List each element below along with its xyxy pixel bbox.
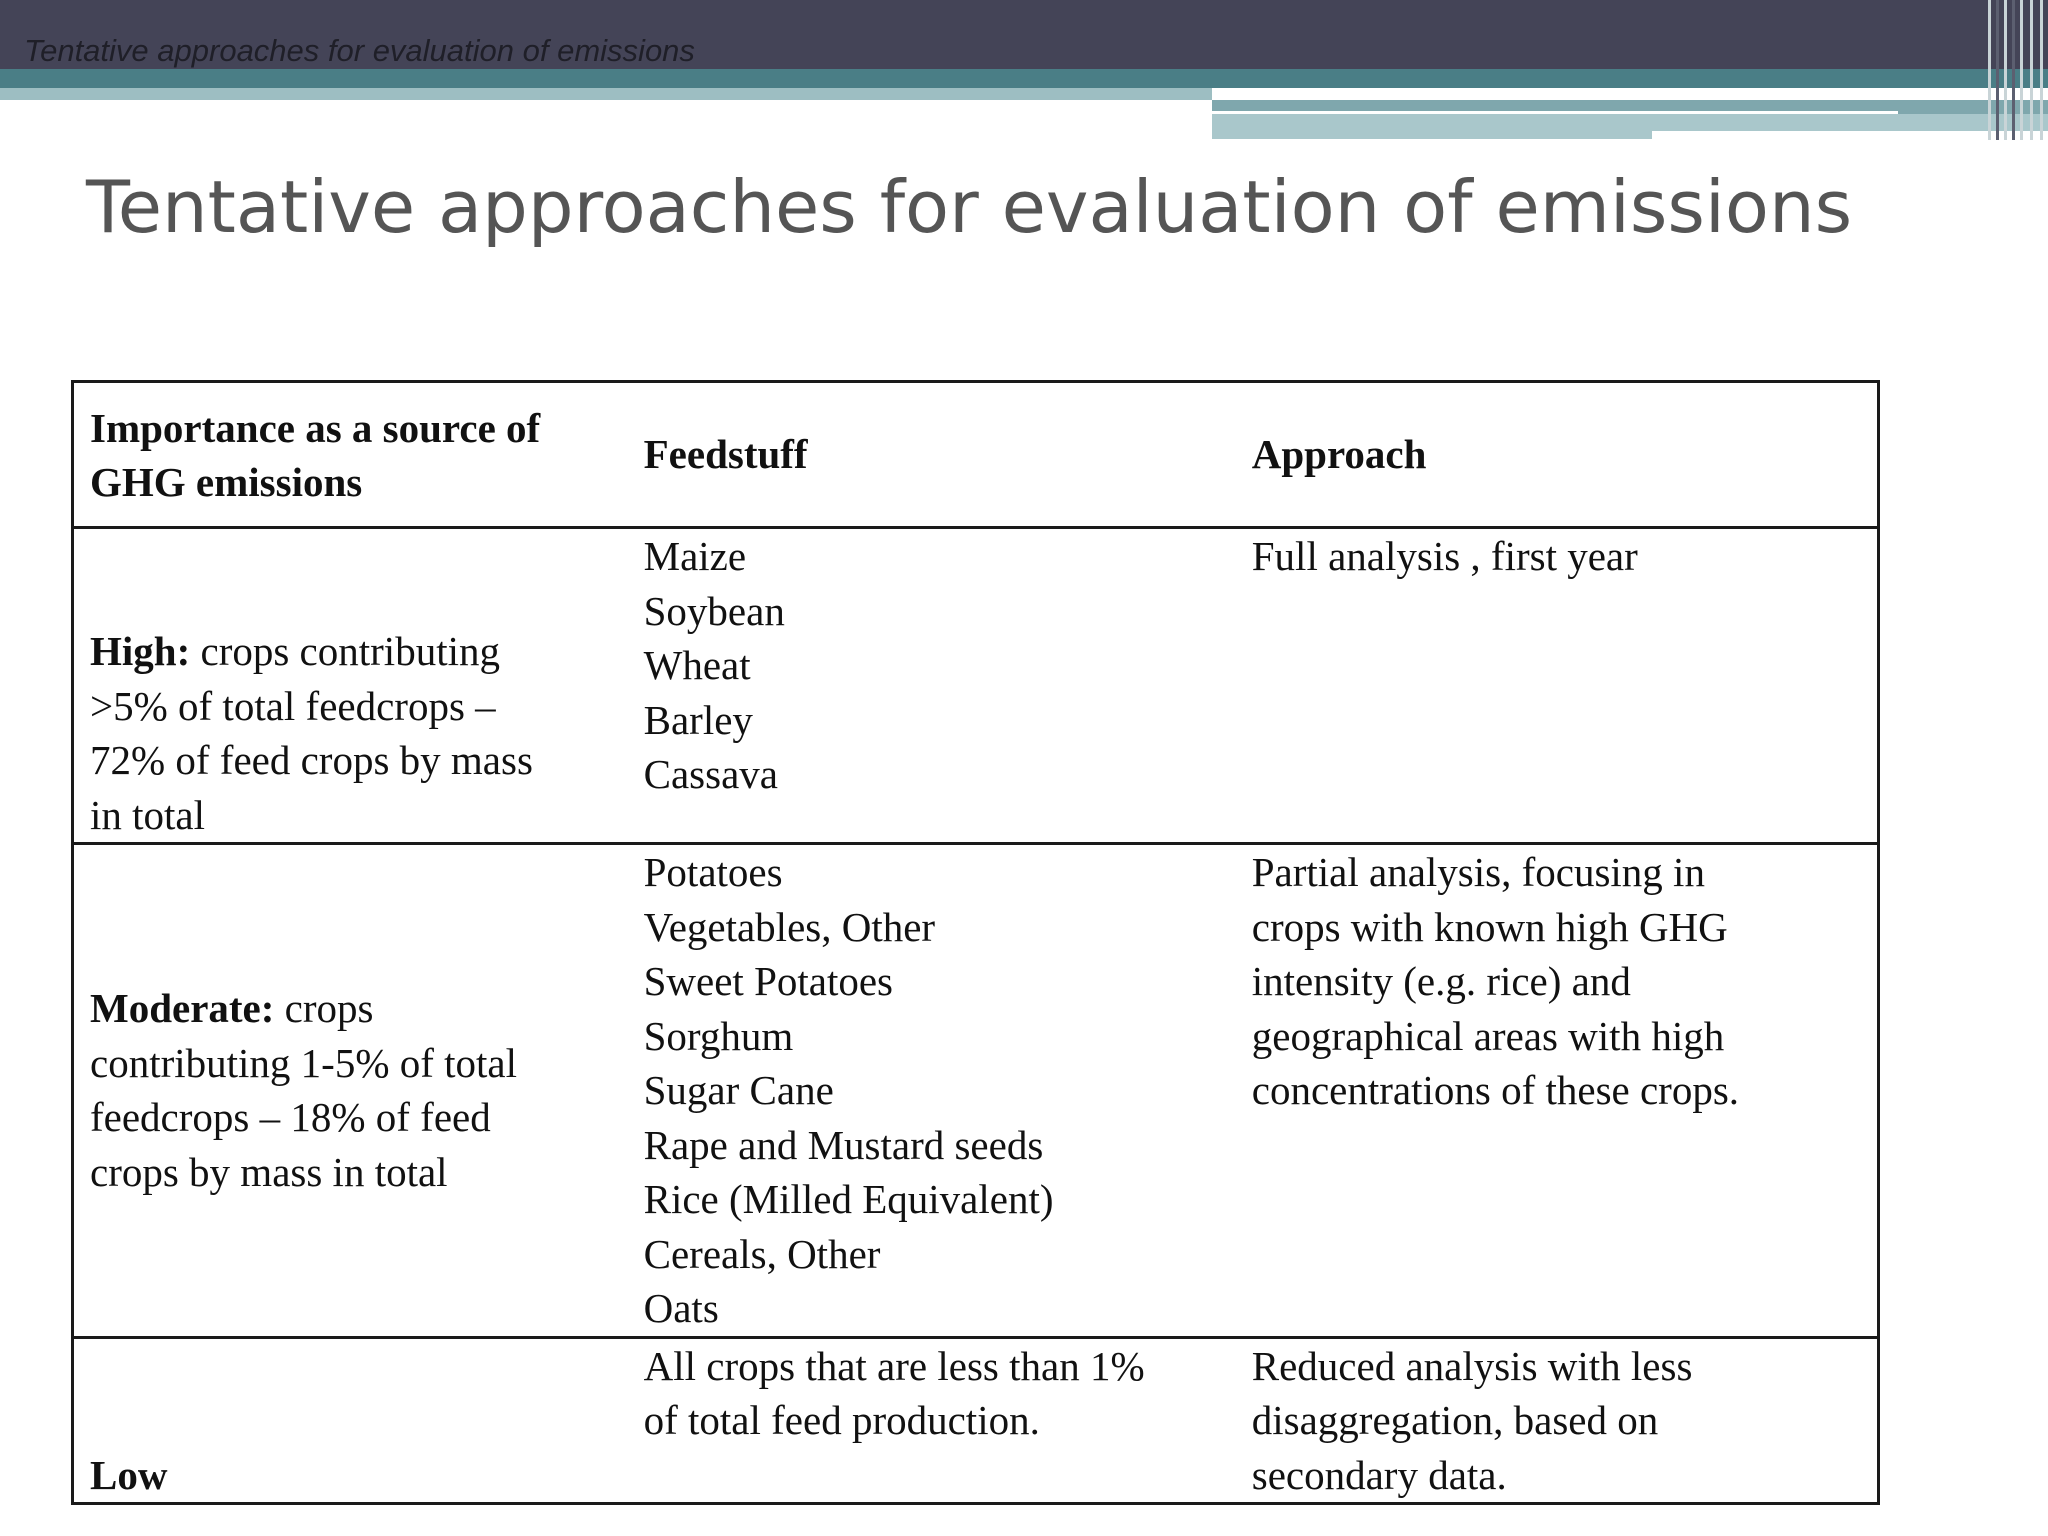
importance-text: crops	[284, 985, 374, 1032]
feedstuff-item: Sweet Potatoes	[643, 958, 894, 1004]
banner-stripe	[2030, 0, 2033, 140]
feedstuff-item: Potatoes	[643, 849, 783, 895]
approach-cell	[1238, 844, 1879, 1338]
feedstuff-line: of total feed production.	[643, 1397, 1040, 1443]
feedstuff-cell	[627, 528, 1238, 844]
table-row	[73, 528, 1879, 844]
header-importance-line: Importance as a source of	[90, 404, 541, 451]
importance-line: crops by mass in total	[90, 1148, 448, 1195]
importance-text: crops contributing	[200, 628, 500, 674]
feedstuff-item: Oats	[643, 1285, 719, 1331]
feedstuff-item: Cereals, Other	[643, 1230, 881, 1277]
importance-cell	[73, 1337, 627, 1504]
feedstuff-line: All crops that are less than 1%	[643, 1342, 1145, 1389]
banner-stripe	[1988, 0, 1991, 140]
table-header-row	[73, 382, 1879, 528]
header-feedstuff: Feedstuff	[627, 382, 1238, 528]
feedstuff-cell	[627, 844, 1238, 1338]
importance-cell	[73, 844, 627, 1338]
header-approach: Approach	[1238, 382, 1879, 528]
importance-line: in total	[90, 791, 206, 838]
importance-line: >5% of total feedcrops –	[90, 682, 496, 729]
importance-line: 72% of feed crops by mass	[90, 737, 533, 783]
approach-line: secondary data.	[1251, 1451, 1507, 1498]
table-row	[73, 844, 1879, 1338]
feedstuff-item: Wheat	[643, 642, 751, 688]
importance-line	[90, 624, 627, 679]
approach-line: crops with known high GHG	[1251, 903, 1728, 950]
feedstuff-item: Rice (Milled Equivalent)	[643, 1176, 1054, 1222]
importance-label: Moderate:	[90, 985, 275, 1032]
banner-stripe	[1996, 0, 1999, 140]
banner-title: Tentative approaches for evaluation of emissions	[24, 33, 695, 68]
banner-stripe	[2004, 0, 2007, 140]
approach-line: geographical areas with high	[1251, 1012, 1725, 1059]
approach-line: disaggregation, based on	[1251, 1397, 1659, 1443]
header-importance	[73, 382, 627, 528]
slide-title: Tentative approaches for evaluation of emissions	[86, 165, 1853, 249]
approach-cell	[1238, 1337, 1879, 1504]
feedstuff-item: Sugar Cane	[643, 1067, 834, 1113]
feedstuff-item: Vegetables, Other	[643, 903, 936, 950]
feedstuff-cell	[627, 1337, 1238, 1504]
banner-stripe	[2020, 0, 2023, 140]
approach-line: Full analysis , first year	[1251, 533, 1638, 579]
importance-cell	[73, 528, 627, 844]
approach-line: Partial analysis, focusing in	[1251, 849, 1705, 895]
banner-pale-band	[1212, 114, 1652, 139]
feedstuff-item: Barley	[643, 696, 753, 743]
feedstuff-item: Cassava	[643, 751, 778, 797]
importance-label: High:	[90, 628, 191, 674]
approach-line: intensity (e.g. rice) and	[1251, 958, 1631, 1004]
importance-label: Low	[90, 1451, 168, 1498]
banner-stripe	[2040, 0, 2043, 140]
approach-line: concentrations of these crops.	[1251, 1067, 1740, 1113]
table-row	[73, 1337, 1879, 1504]
banner-teal-band	[0, 69, 2048, 88]
importance-line: feedcrops – 18% of feed	[90, 1094, 491, 1141]
feedstuff-item: Soybean	[643, 587, 785, 634]
importance-line: contributing 1-5% of total	[90, 1039, 517, 1086]
header-importance-line: GHG emissions	[90, 458, 363, 505]
emissions-table	[71, 380, 1880, 1505]
banner-light-band	[0, 88, 1212, 100]
importance-line	[90, 981, 627, 1036]
feedstuff-item: Maize	[643, 533, 747, 579]
approach-cell	[1238, 528, 1879, 844]
approach-line: Reduced analysis with less	[1251, 1342, 1693, 1389]
feedstuff-item: Sorghum	[643, 1012, 794, 1059]
header-banner	[0, 0, 2048, 130]
feedstuff-item: Rape and Mustard seeds	[643, 1121, 1044, 1168]
banner-stripe	[2012, 0, 2015, 140]
